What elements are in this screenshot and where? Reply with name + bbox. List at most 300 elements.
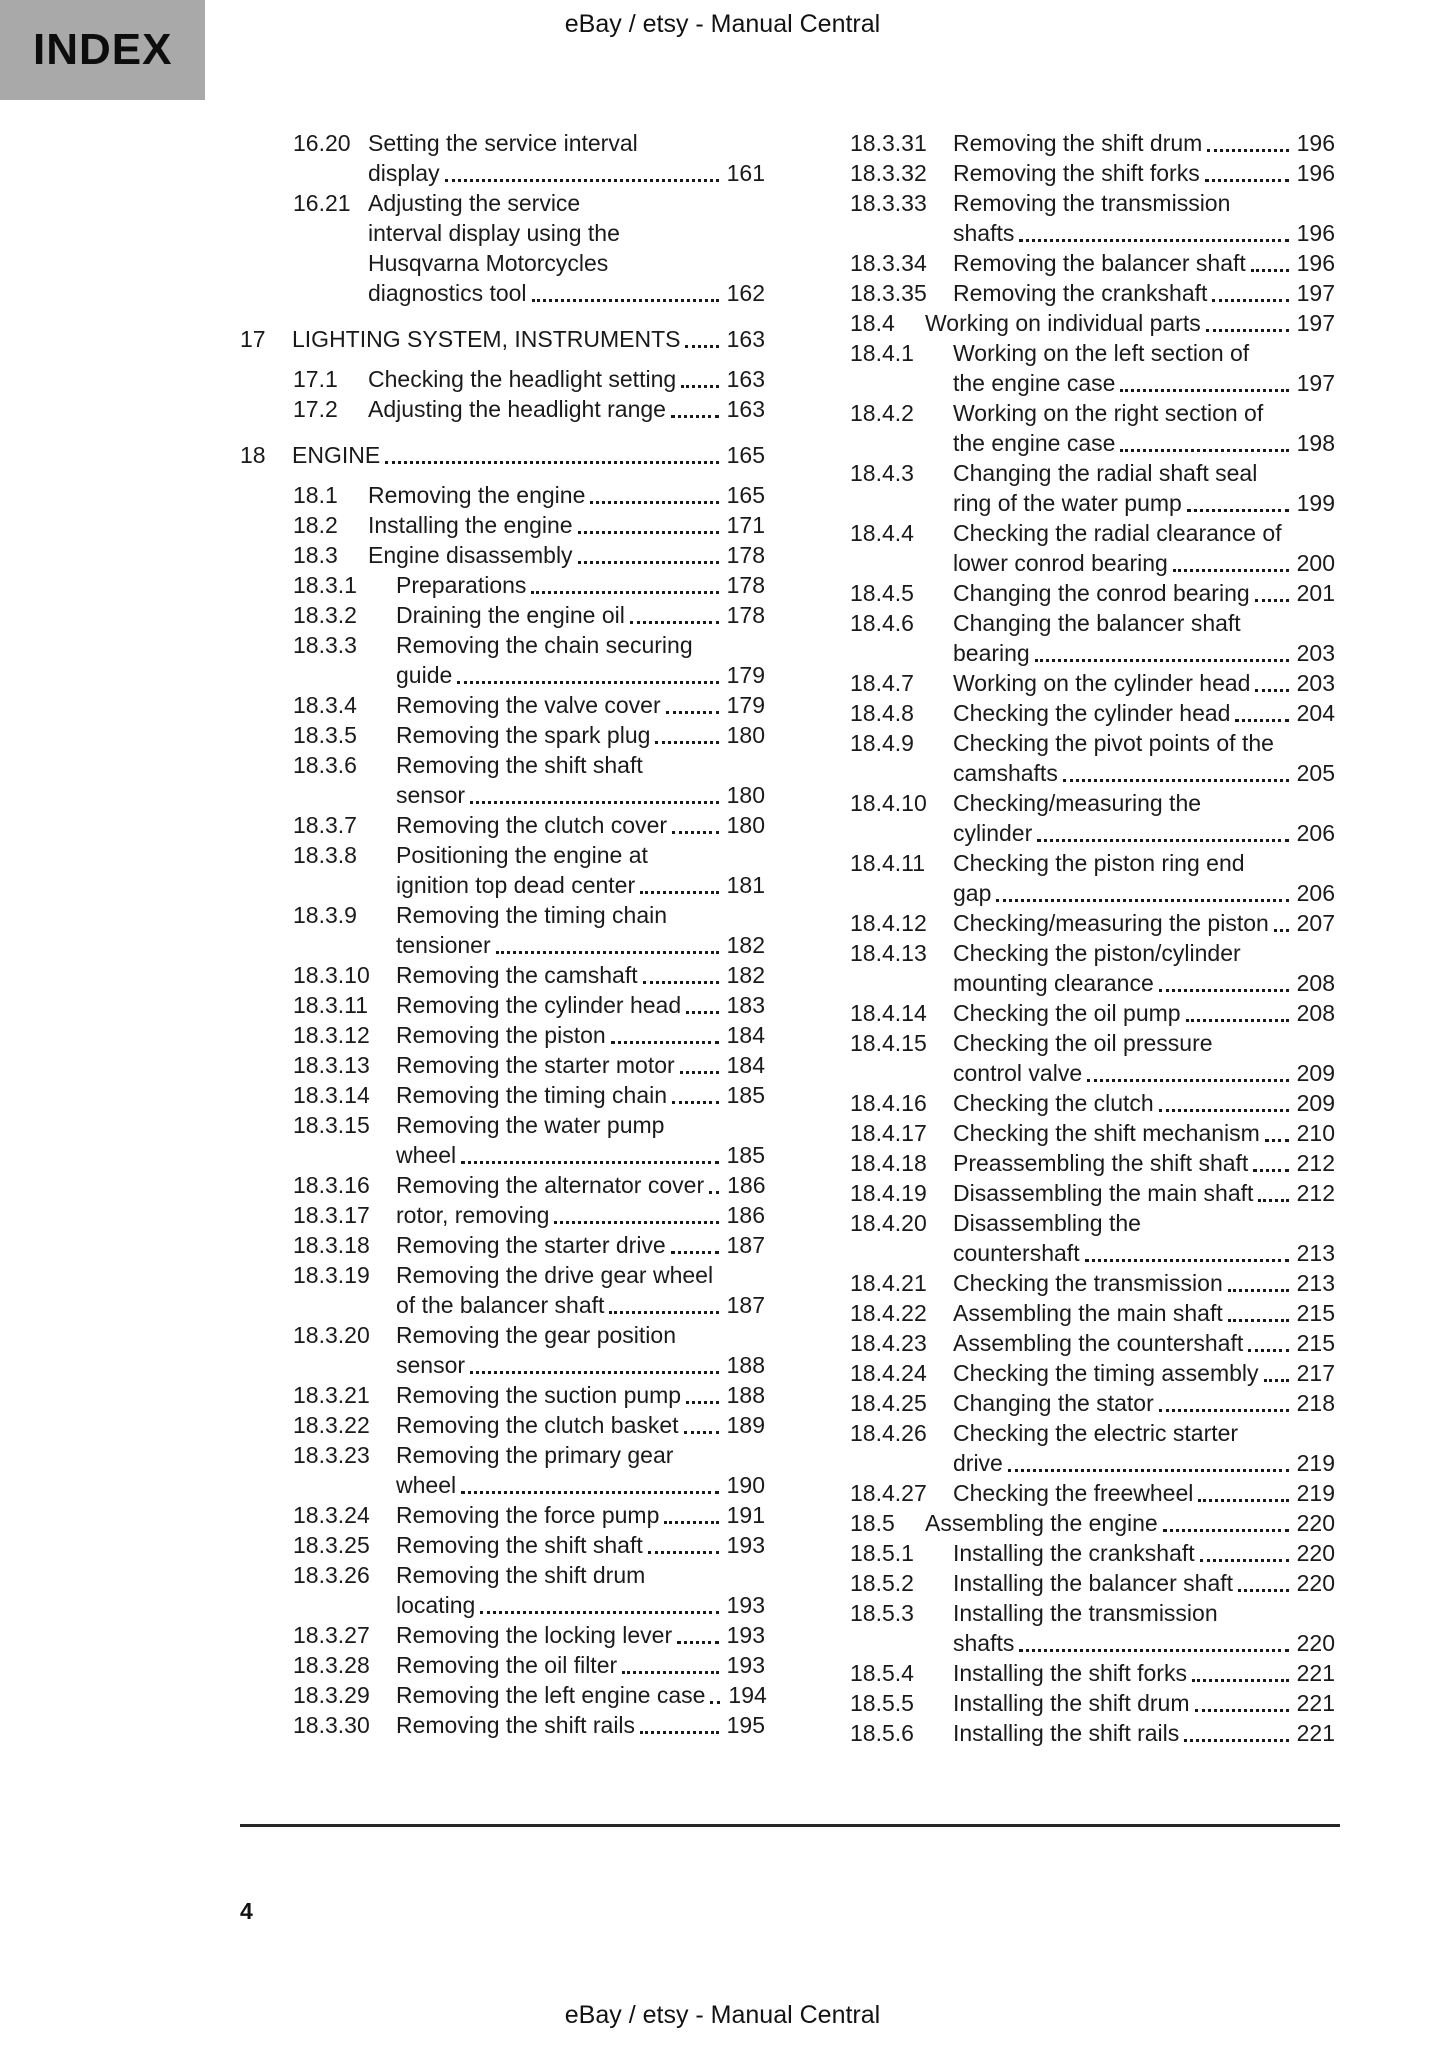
toc-entry-body: [396, 690, 765, 720]
toc-entry-body: [925, 1508, 1335, 1538]
toc-entry-page: 219: [1296, 1450, 1335, 1476]
toc-entry-title-line: Removing the suction pump: [396, 1382, 682, 1408]
toc-entry-body: [953, 338, 1335, 398]
dot-leader: [677, 1641, 718, 1644]
toc-entry-page: 218: [1296, 1390, 1335, 1416]
dot-leader: [1035, 659, 1289, 662]
toc-entry-last-line: [953, 758, 1335, 788]
toc-entry-page: 203: [1296, 670, 1335, 696]
toc-entry-body: [396, 1080, 765, 1110]
toc-entry-body: [396, 900, 765, 960]
toc-entry-last-line: [953, 488, 1335, 518]
toc-entry-last-line: [396, 1650, 765, 1680]
toc-entry-title-line: guide: [396, 662, 453, 688]
dot-leader: [532, 299, 719, 302]
dot-leader: [1207, 149, 1288, 152]
toc-entry: [797, 1028, 1335, 1088]
dot-leader: [1087, 1079, 1289, 1082]
toc-entry-last-line: [396, 600, 765, 630]
toc-entry-page: 213: [1296, 1270, 1335, 1296]
toc-entry-last-line: [396, 1200, 765, 1230]
toc-entry-last-line: [292, 324, 765, 354]
toc-entry-last-line: [953, 218, 1335, 248]
toc-entry-number: 18.3.7: [293, 812, 357, 838]
dot-leader: [1205, 179, 1289, 182]
dot-leader: [1019, 1649, 1288, 1652]
toc-entry-number: 18.4: [850, 310, 895, 336]
dot-leader: [609, 1311, 718, 1314]
toc-entry-last-line: [368, 510, 765, 540]
toc-entry-title-line: Checking the radial clearance of: [953, 520, 1282, 546]
toc-entry-title-line: Installing the engine: [368, 512, 573, 538]
page-footer: eBay / etsy - Manual Central: [564, 2001, 881, 2029]
toc-entry-last-line: [953, 248, 1335, 278]
toc-entry-number: 18.3.32: [850, 160, 927, 186]
toc-entry: [240, 1440, 765, 1500]
dot-leader: [681, 385, 718, 388]
toc-entry-title-line: Removing the drive gear wheel: [396, 1262, 714, 1288]
dot-leader: [1258, 1199, 1288, 1202]
toc-entry-page: 209: [1296, 1060, 1335, 1086]
toc-entry-last-line: [396, 1020, 765, 1050]
toc-entry-body: [953, 128, 1335, 158]
toc-entry-title-line: Checking the oil pressure: [953, 1030, 1213, 1056]
toc-entry-last-line: [953, 1238, 1335, 1268]
toc-entry-title-line: Removing the force pump: [396, 1502, 660, 1528]
toc-entry-body: [953, 1148, 1335, 1178]
toc-entry-number: 18.3.21: [293, 1382, 370, 1408]
toc-entry-page: 217: [1296, 1360, 1335, 1386]
index-label: INDEX: [33, 25, 173, 74]
toc-entry-number: 17.1: [293, 366, 338, 392]
dot-leader: [1264, 1379, 1289, 1382]
toc-entry-title-line: Checking the oil pump: [953, 1000, 1181, 1026]
dot-leader: [1008, 1469, 1289, 1472]
dot-leader: [531, 591, 718, 594]
toc-entry-title-line: Removing the shift forks: [953, 160, 1200, 186]
toc-entry-title-line: Removing the transmission: [953, 190, 1231, 216]
toc-entry-number: 16.21: [293, 190, 351, 216]
toc-entry-number: 18.3.3: [293, 632, 357, 658]
toc-entry-title-line: lower conrod bearing: [953, 550, 1168, 576]
dot-leader: [1186, 1019, 1289, 1022]
toc-entry-last-line: [396, 1080, 765, 1110]
toc-entry-number: 18.5.5: [850, 1690, 914, 1716]
toc-entry-title-line: Removing the spark plug: [396, 722, 651, 748]
toc-entry-body: [396, 1050, 765, 1080]
toc-entry-page: 165: [726, 482, 765, 508]
toc-entry-page: 182: [726, 962, 765, 988]
toc-entry-body: [953, 1208, 1335, 1268]
toc-entry-title-line: Assembling the countershaft: [953, 1330, 1244, 1356]
toc-entry-last-line: [368, 364, 765, 394]
toc-entry-page: 184: [726, 1022, 765, 1048]
toc-entry-title-line: Removing the water pump: [396, 1112, 665, 1138]
toc-entry-page: 189: [726, 1412, 765, 1438]
toc-entry-last-line: [396, 990, 765, 1020]
toc-entry-last-line: [953, 1388, 1335, 1418]
toc-entry-body: [396, 1230, 765, 1260]
toc-entry-title-line: Removing the crankshaft: [953, 280, 1208, 306]
toc-entry: [240, 1560, 765, 1620]
toc-entry-last-line: [292, 440, 765, 470]
toc-entry-number: 18.5.6: [850, 1720, 914, 1746]
toc-entry-number: 18.4.7: [850, 670, 914, 696]
toc-entry-last-line: [396, 1170, 765, 1200]
page-number: 4: [240, 1898, 253, 1924]
dot-leader: [470, 801, 719, 804]
toc-entry-last-line: [368, 278, 765, 308]
toc-entry-title-line: countershaft: [953, 1240, 1080, 1266]
toc-entry-number: 18.3.24: [293, 1502, 370, 1528]
toc-entry-page: 220: [1296, 1510, 1335, 1536]
dot-leader: [1159, 989, 1289, 992]
toc-entry-body: [396, 570, 765, 600]
toc-entry: [797, 1268, 1335, 1298]
toc-entry-body: [396, 840, 765, 900]
toc-entry-last-line: [953, 1058, 1335, 1088]
dot-leader: [461, 1491, 719, 1494]
toc-entry-body: [953, 1688, 1335, 1718]
dot-leader: [622, 1671, 718, 1674]
toc-entry-last-line: [396, 1050, 765, 1080]
toc-entry-last-line: [953, 878, 1335, 908]
toc-entry: [797, 1538, 1335, 1568]
toc-entry-page: 213: [1296, 1240, 1335, 1266]
toc-entry-page: 190: [726, 1472, 765, 1498]
toc-entry-last-line: [396, 780, 765, 810]
toc-entry-page: 180: [726, 782, 765, 808]
toc-entry-title-line: Changing the radial shaft seal: [953, 460, 1258, 486]
toc-entry-title-line: Changing the conrod bearing: [953, 580, 1250, 606]
dot-leader: [1120, 449, 1288, 452]
toc-entry: [797, 1388, 1335, 1418]
toc-entry-title-line: Removing the starter motor: [396, 1052, 675, 1078]
toc-entry-number: 18.4.9: [850, 730, 914, 756]
toc-entry: [240, 750, 765, 810]
toc-entry-last-line: [396, 930, 765, 960]
dot-leader: [1173, 569, 1289, 572]
toc-entry-title-line: Draining the engine oil: [396, 602, 625, 628]
toc-entry-title-line: interval display using the: [368, 220, 620, 246]
dot-leader: [1195, 1709, 1289, 1712]
toc-entry-number: 18: [240, 442, 266, 468]
toc-entry-body: [396, 1650, 765, 1680]
toc-entry-body: [953, 1118, 1335, 1148]
toc-entry-body: [396, 1200, 765, 1230]
toc-entry-number: 18.3.4: [293, 692, 357, 718]
toc-entry-title-line: ring of the water pump: [953, 490, 1182, 516]
toc-entry: [240, 1410, 765, 1440]
toc-entry-title-line: Installing the balancer shaft: [953, 1570, 1234, 1596]
toc-entry-page: 180: [726, 722, 765, 748]
toc-entry: [797, 248, 1335, 278]
toc-entry: [240, 1650, 765, 1680]
dot-leader: [1228, 1289, 1289, 1292]
toc-entry-last-line: [953, 1148, 1335, 1178]
toc-entry-page: 197: [1296, 280, 1335, 306]
toc-entry-page: 186: [727, 1172, 766, 1198]
toc-entry-last-line: [953, 998, 1335, 1028]
toc-entry: [797, 308, 1335, 338]
toc-entry: [240, 900, 765, 960]
dot-leader: [666, 711, 719, 714]
toc-entry-title-line: Removing the starter drive: [396, 1232, 666, 1258]
dot-leader: [1037, 839, 1288, 842]
toc-entry-page: 209: [1296, 1090, 1335, 1116]
toc-entry-last-line: [953, 668, 1335, 698]
toc-entry-body: [953, 908, 1335, 938]
toc-entry: [240, 840, 765, 900]
toc-entry-page: 196: [1296, 160, 1335, 186]
toc-entry-last-line: [953, 578, 1335, 608]
toc-entry-body: [953, 848, 1335, 908]
dot-leader: [630, 621, 719, 624]
toc-entry-page: 196: [1296, 220, 1335, 246]
toc-entry-page: 200: [1296, 550, 1335, 576]
toc-entry: [240, 128, 765, 188]
toc-entry-number: 18.3.25: [293, 1532, 370, 1558]
dot-leader: [590, 501, 718, 504]
toc-entry-title-line: Removing the clutch cover: [396, 812, 668, 838]
toc-entry-body: [953, 698, 1335, 728]
toc-entry: [797, 788, 1335, 848]
toc-entry-number: 18.3.5: [293, 722, 357, 748]
toc-entry-title-line: Removing the primary gear: [396, 1442, 674, 1468]
dot-leader: [1159, 1109, 1289, 1112]
toc-entry-page: 220: [1296, 1570, 1335, 1596]
dot-leader: [709, 1191, 719, 1194]
dot-leader: [1063, 779, 1289, 782]
toc-entry: [240, 690, 765, 720]
toc-entry-body: [953, 1268, 1335, 1298]
toc-entry-last-line: [953, 1268, 1335, 1298]
toc-entry: [797, 728, 1335, 788]
toc-entry-page: 191: [726, 1502, 765, 1528]
toc-entry-page: 220: [1296, 1540, 1335, 1566]
dot-leader: [710, 1701, 720, 1704]
toc-entry-title-line: Adjusting the service: [368, 190, 581, 216]
toc-entry-page: 178: [726, 572, 765, 598]
toc-entry: [240, 990, 765, 1020]
toc-entry-page: 212: [1296, 1150, 1335, 1176]
dot-leader: [672, 1101, 719, 1104]
toc-entry-title-line: Checking/measuring the: [953, 790, 1202, 816]
toc-entry-number: 16.20: [293, 130, 351, 156]
toc-entry-body: [396, 1560, 765, 1620]
toc-entry-last-line: [953, 128, 1335, 158]
toc-entry: [797, 188, 1335, 248]
toc-entry: [240, 630, 765, 690]
toc-entry-body: [396, 1710, 765, 1740]
toc-entry: [797, 278, 1335, 308]
toc-entry-page: 162: [726, 280, 765, 306]
toc-entry-title-line: Husqvarna Motorcycles: [368, 250, 609, 276]
toc-entry-title-line: shafts: [953, 1630, 1015, 1656]
dot-leader: [457, 681, 718, 684]
toc-entry: [797, 1088, 1335, 1118]
toc-entry-body: [953, 1418, 1335, 1478]
toc-entry-title-line: Checking/measuring the piston: [953, 910, 1269, 936]
toc-entry-title-line: Checking the shift mechanism: [953, 1120, 1260, 1146]
toc-entry: [797, 1208, 1335, 1268]
footer-divider-line: [240, 1824, 1340, 1827]
toc-entry-page: 204: [1296, 700, 1335, 726]
toc-entry: [240, 1020, 765, 1050]
toc-entry: [240, 1680, 765, 1710]
dot-leader: [1198, 1499, 1288, 1502]
toc-entry-number: 18.3.9: [293, 902, 357, 928]
toc-entry-last-line: [953, 1688, 1335, 1718]
toc-entry-body: [368, 480, 765, 510]
toc-entry-last-line: [396, 1290, 765, 1320]
toc-entry: [797, 1178, 1335, 1208]
toc-entry-page: 212: [1296, 1180, 1335, 1206]
toc-entry-body: [396, 1380, 765, 1410]
toc-entry-last-line: [396, 1710, 765, 1740]
toc-entry-page: 199: [1296, 490, 1335, 516]
toc-entry: [797, 848, 1335, 908]
toc-entry: [797, 578, 1335, 608]
toc-entry-number: 18.3.14: [293, 1082, 370, 1108]
toc-entry-page: 163: [726, 366, 765, 392]
toc-entry-number: 18.3.16: [293, 1172, 370, 1198]
toc-entry-last-line: [953, 1178, 1335, 1208]
toc-entry-title-line: the engine case: [953, 430, 1116, 456]
toc-entry-title-line: Assembling the main shaft: [953, 1300, 1223, 1326]
dot-leader: [1265, 1139, 1289, 1142]
toc-entry-page: 188: [726, 1382, 765, 1408]
toc-entry: [240, 324, 765, 354]
toc-entry-body: [368, 188, 765, 308]
toc-entry-body: [396, 720, 765, 750]
toc-entry-title-line: Removing the oil filter: [396, 1652, 618, 1678]
dot-leader: [1019, 239, 1288, 242]
toc-entry-body: [953, 248, 1335, 278]
toc-entry-page: 161: [726, 160, 765, 186]
toc-entry-page: 215: [1296, 1330, 1335, 1356]
toc-entry: [797, 998, 1335, 1028]
toc-entry-title-line: Preparations: [396, 572, 527, 598]
toc-entry-last-line: [953, 548, 1335, 578]
toc-entry-body: [396, 1170, 765, 1200]
toc-entry-page: 182: [726, 932, 765, 958]
toc-entry-number: 18.4.13: [850, 940, 927, 966]
dot-leader: [1255, 689, 1288, 692]
toc-entry-title-line: Removing the timing chain: [396, 902, 668, 928]
dot-leader: [1200, 1559, 1289, 1562]
toc-entry-last-line: [953, 818, 1335, 848]
dot-leader: [1120, 389, 1288, 392]
toc-entry-body: [396, 990, 765, 1020]
toc-entry-number: 18.4.25: [850, 1390, 927, 1416]
toc-entry-title-line: drive: [953, 1450, 1003, 1476]
dot-leader: [655, 741, 718, 744]
toc-entry-number: 18.4.14: [850, 1000, 927, 1026]
toc-entry-number: 18.4.2: [850, 400, 914, 426]
dot-leader: [554, 1221, 718, 1224]
toc-entry: [240, 1200, 765, 1230]
toc-entry-title-line: camshafts: [953, 760, 1058, 786]
toc-entry: [797, 518, 1335, 578]
toc-entry-page: 179: [726, 662, 765, 688]
toc-entry-title-line: wheel: [396, 1142, 457, 1168]
toc-entry-title-line: tensioner: [396, 932, 491, 958]
toc-entry-title-line: Installing the shift forks: [953, 1660, 1187, 1686]
toc-entry-last-line: [953, 1718, 1335, 1748]
toc-entry-title-line: Working on individual parts: [925, 310, 1201, 336]
toc-entry-body: [953, 788, 1335, 848]
toc-entry-body: [292, 440, 765, 470]
toc-entry-last-line: [953, 1118, 1335, 1148]
toc-entry-body: [953, 1298, 1335, 1328]
toc-entry: [240, 570, 765, 600]
toc-entry: [240, 440, 765, 470]
toc-entry-last-line: [368, 540, 765, 570]
toc-entry-number: 18.4.24: [850, 1360, 927, 1386]
toc-entry-page: 181: [726, 872, 765, 898]
toc-entry: [240, 1050, 765, 1080]
toc-entry-page: 193: [726, 1532, 765, 1558]
toc-entry-title-line: Removing the shift rails: [396, 1712, 636, 1738]
toc-entry-body: [396, 1410, 765, 1440]
toc-entry-title-line: Removing the clutch basket: [396, 1412, 679, 1438]
toc-entry-body: [396, 600, 765, 630]
toc-entry-number: 18.3.2: [293, 602, 357, 628]
toc-entry-last-line: [396, 1530, 765, 1560]
dot-leader: [461, 1161, 719, 1164]
toc-entry: [797, 668, 1335, 698]
toc-entry-title-line: Removing the shift shaft: [396, 1532, 643, 1558]
toc-entry-page: 165: [726, 442, 765, 468]
toc-entry-title-line: Removing the piston: [396, 1022, 606, 1048]
toc-entry: [240, 188, 765, 308]
toc-entry-number: 18.3.29: [293, 1682, 370, 1708]
toc-entry-title-line: Checking the headlight setting: [368, 366, 677, 392]
toc-entry-number: 18.1: [293, 482, 338, 508]
toc-entry-page: 194: [728, 1682, 767, 1708]
toc-entry-body: [953, 998, 1335, 1028]
dot-leader: [1228, 1319, 1289, 1322]
dot-leader: [684, 1431, 719, 1434]
toc-entry-title-line: Installing the crankshaft: [953, 1540, 1195, 1566]
toc-entry-title-line: Preassembling the shift shaft: [953, 1150, 1249, 1176]
toc-entry-title-line: Working on the cylinder head: [953, 670, 1251, 696]
toc-entry-last-line: [396, 720, 765, 750]
dot-leader: [480, 1611, 718, 1614]
toc-entry-number: 18.3.23: [293, 1442, 370, 1468]
toc-entry-page: 219: [1296, 1480, 1335, 1506]
toc-entry: [240, 1260, 765, 1320]
dot-leader: [1248, 1349, 1288, 1352]
toc-entry-body: [396, 1110, 765, 1170]
toc-entry-number: 18.3.31: [850, 130, 927, 156]
toc-entry: [240, 1530, 765, 1560]
dot-leader: [664, 1521, 718, 1524]
toc-entry-body: [396, 750, 765, 810]
toc-entry-title-line: Removing the alternator cover: [396, 1172, 705, 1198]
toc-entry-number: 18.4.3: [850, 460, 914, 486]
toc-entry: [240, 600, 765, 630]
toc-entry-body: [953, 1718, 1335, 1748]
dot-leader: [640, 1731, 719, 1734]
toc-entry-number: 18.5.2: [850, 1570, 914, 1596]
toc-entry-title-line: ENGINE: [292, 442, 381, 468]
dot-leader: [671, 415, 719, 418]
toc-entry: [240, 1230, 765, 1260]
toc-left-column: [240, 128, 765, 1740]
toc-entry-last-line: [396, 1380, 765, 1410]
